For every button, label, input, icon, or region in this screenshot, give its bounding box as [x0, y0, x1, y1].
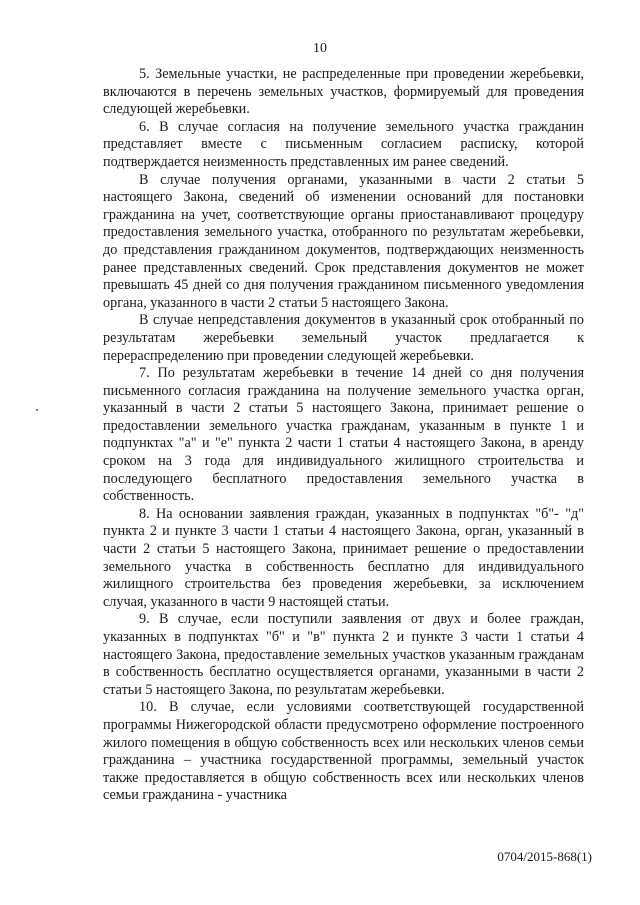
paragraph-8: 8. На основании заявления граждан, указанных в подпунктах "б"- "д" пункта 2 и пункте 3 части 1 статьи 4 настоящего Закона, орган, указанный в части 2 статьи 5 настоящего Закона, принимает решение о предоставлении земельного участка в собственность бесплатно для индивидуального жилищного строительства без проведения жеребьевки, за исключением случая, указанного в части 9 настоящей статьи.	[103, 505, 584, 610]
paragraph-6-cont-1: В случае получения органами, указанными в части 2 статьи 5 настоящего Закона, сведений об изменении оснований для постановки гражданина на учет, соответствующие органы приостанавливают процедуру предоставления земельного участка, отобранного по результатам жеребьевки, до представления гражданином документов, подтверждающих неизменность ранее представленных сведений. Срок представления документов не может превышать 45 дней со дня получения гражданином письменного уведомления органа, указанного в части 2 статьи 5 настоящего Закона.	[103, 171, 584, 311]
document-code: 0704/2015-868(1)	[497, 849, 592, 864]
document-body	[103, 66, 584, 805]
paragraph-6-cont-2: В случае непредставления документов в указанный срок отобранный по результатам жеребьевки земельный участок предлагается к перераспределению при проведении следующей жеребьевки.	[103, 312, 584, 364]
paragraph-5: 5. Земельные участки, не распределенные при проведении жеребьевки, включаются в перечень земельных участков, формируемый для проведения следующей жеребьевки.	[103, 66, 584, 118]
paragraph-10: 10. В случае, если условиями соответствующей государственной программы Нижегородской области предусмотрено оформление построенного жилого помещения в общую собственность всех или нескольких членов семьи гражданина – участника государственной программы, земельный участок также предоставляется в общую собственность всех или нескольких членов семьи гражданина - участника	[103, 699, 584, 804]
paragraph-6: 6. В случае согласия на получение земельного участка гражданин представляет вместе с письменным согласием расписку, которой подтверждается неизменность представленных им ранее сведений.	[103, 118, 584, 170]
paragraph-7: 7. По результатам жеребьевки в течение 14 дней со дня получения письменного согласия гражданина на получение земельного участка орган, указанный в части 2 статьи 5 настоящего Закона, принимает решение о предоставлении земельного участка гражданам, указанным в пункте 1 и подпунктах "а" и "е" пункта 2 части 1 статьи 4 настоящего Закона, в аренду сроком на 3 года для индивидуального жилищного строительства и последующего бесплатного предоставления земельного участка в собственность.	[103, 365, 584, 505]
page-number: 10	[313, 41, 327, 56]
paragraph-9: 9. В случае, если поступили заявления от двух и более граждан, указанных в подпунктах "б" и "в" пункта 2 и пункте 3 части 1 статьи 4 настоящего Закона, предоставление земельных участков указанным гражданам в собственность бесплатно осуществляется органами, указанными в части 2 статьи 5 настоящего Закона, по результатам жеребьевки.	[103, 611, 584, 698]
margin-mark	[36, 409, 38, 411]
